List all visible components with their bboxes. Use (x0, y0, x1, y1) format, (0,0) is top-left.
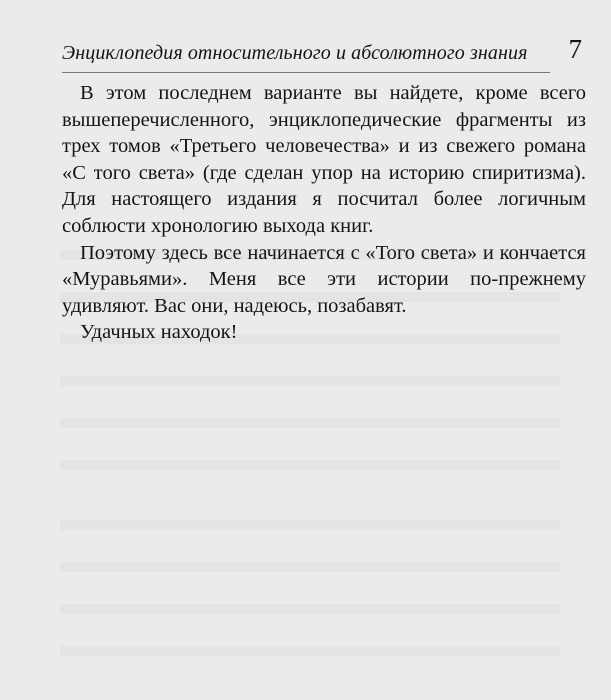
paragraph: Поэтому здесь все начинается с «Того света» и кончается «Муравьями». Меня все эти истории по-прежнему удивляют. Вас они, надеюсь, позабавят. (62, 241, 586, 317)
running-header-title: Энциклопедия относительного и абсолютного знания (62, 42, 528, 64)
paragraph: В этом последнем варианте вы найдете, кроме всего вышеперечисленного, энциклопедические фрагменты из трех томов «Третьего человечества» и из свежего романа «С того света» (где сделан упор на историю спиритизма). Для настоящего издания я посчитал более логичным соблюсти хронологию выхода книг. (62, 82, 586, 237)
running-header (62, 34, 582, 70)
body-text (62, 80, 586, 346)
page-number: 7 (568, 34, 582, 64)
header-rule (62, 72, 550, 73)
paragraph: Удачных находок! (80, 321, 238, 344)
